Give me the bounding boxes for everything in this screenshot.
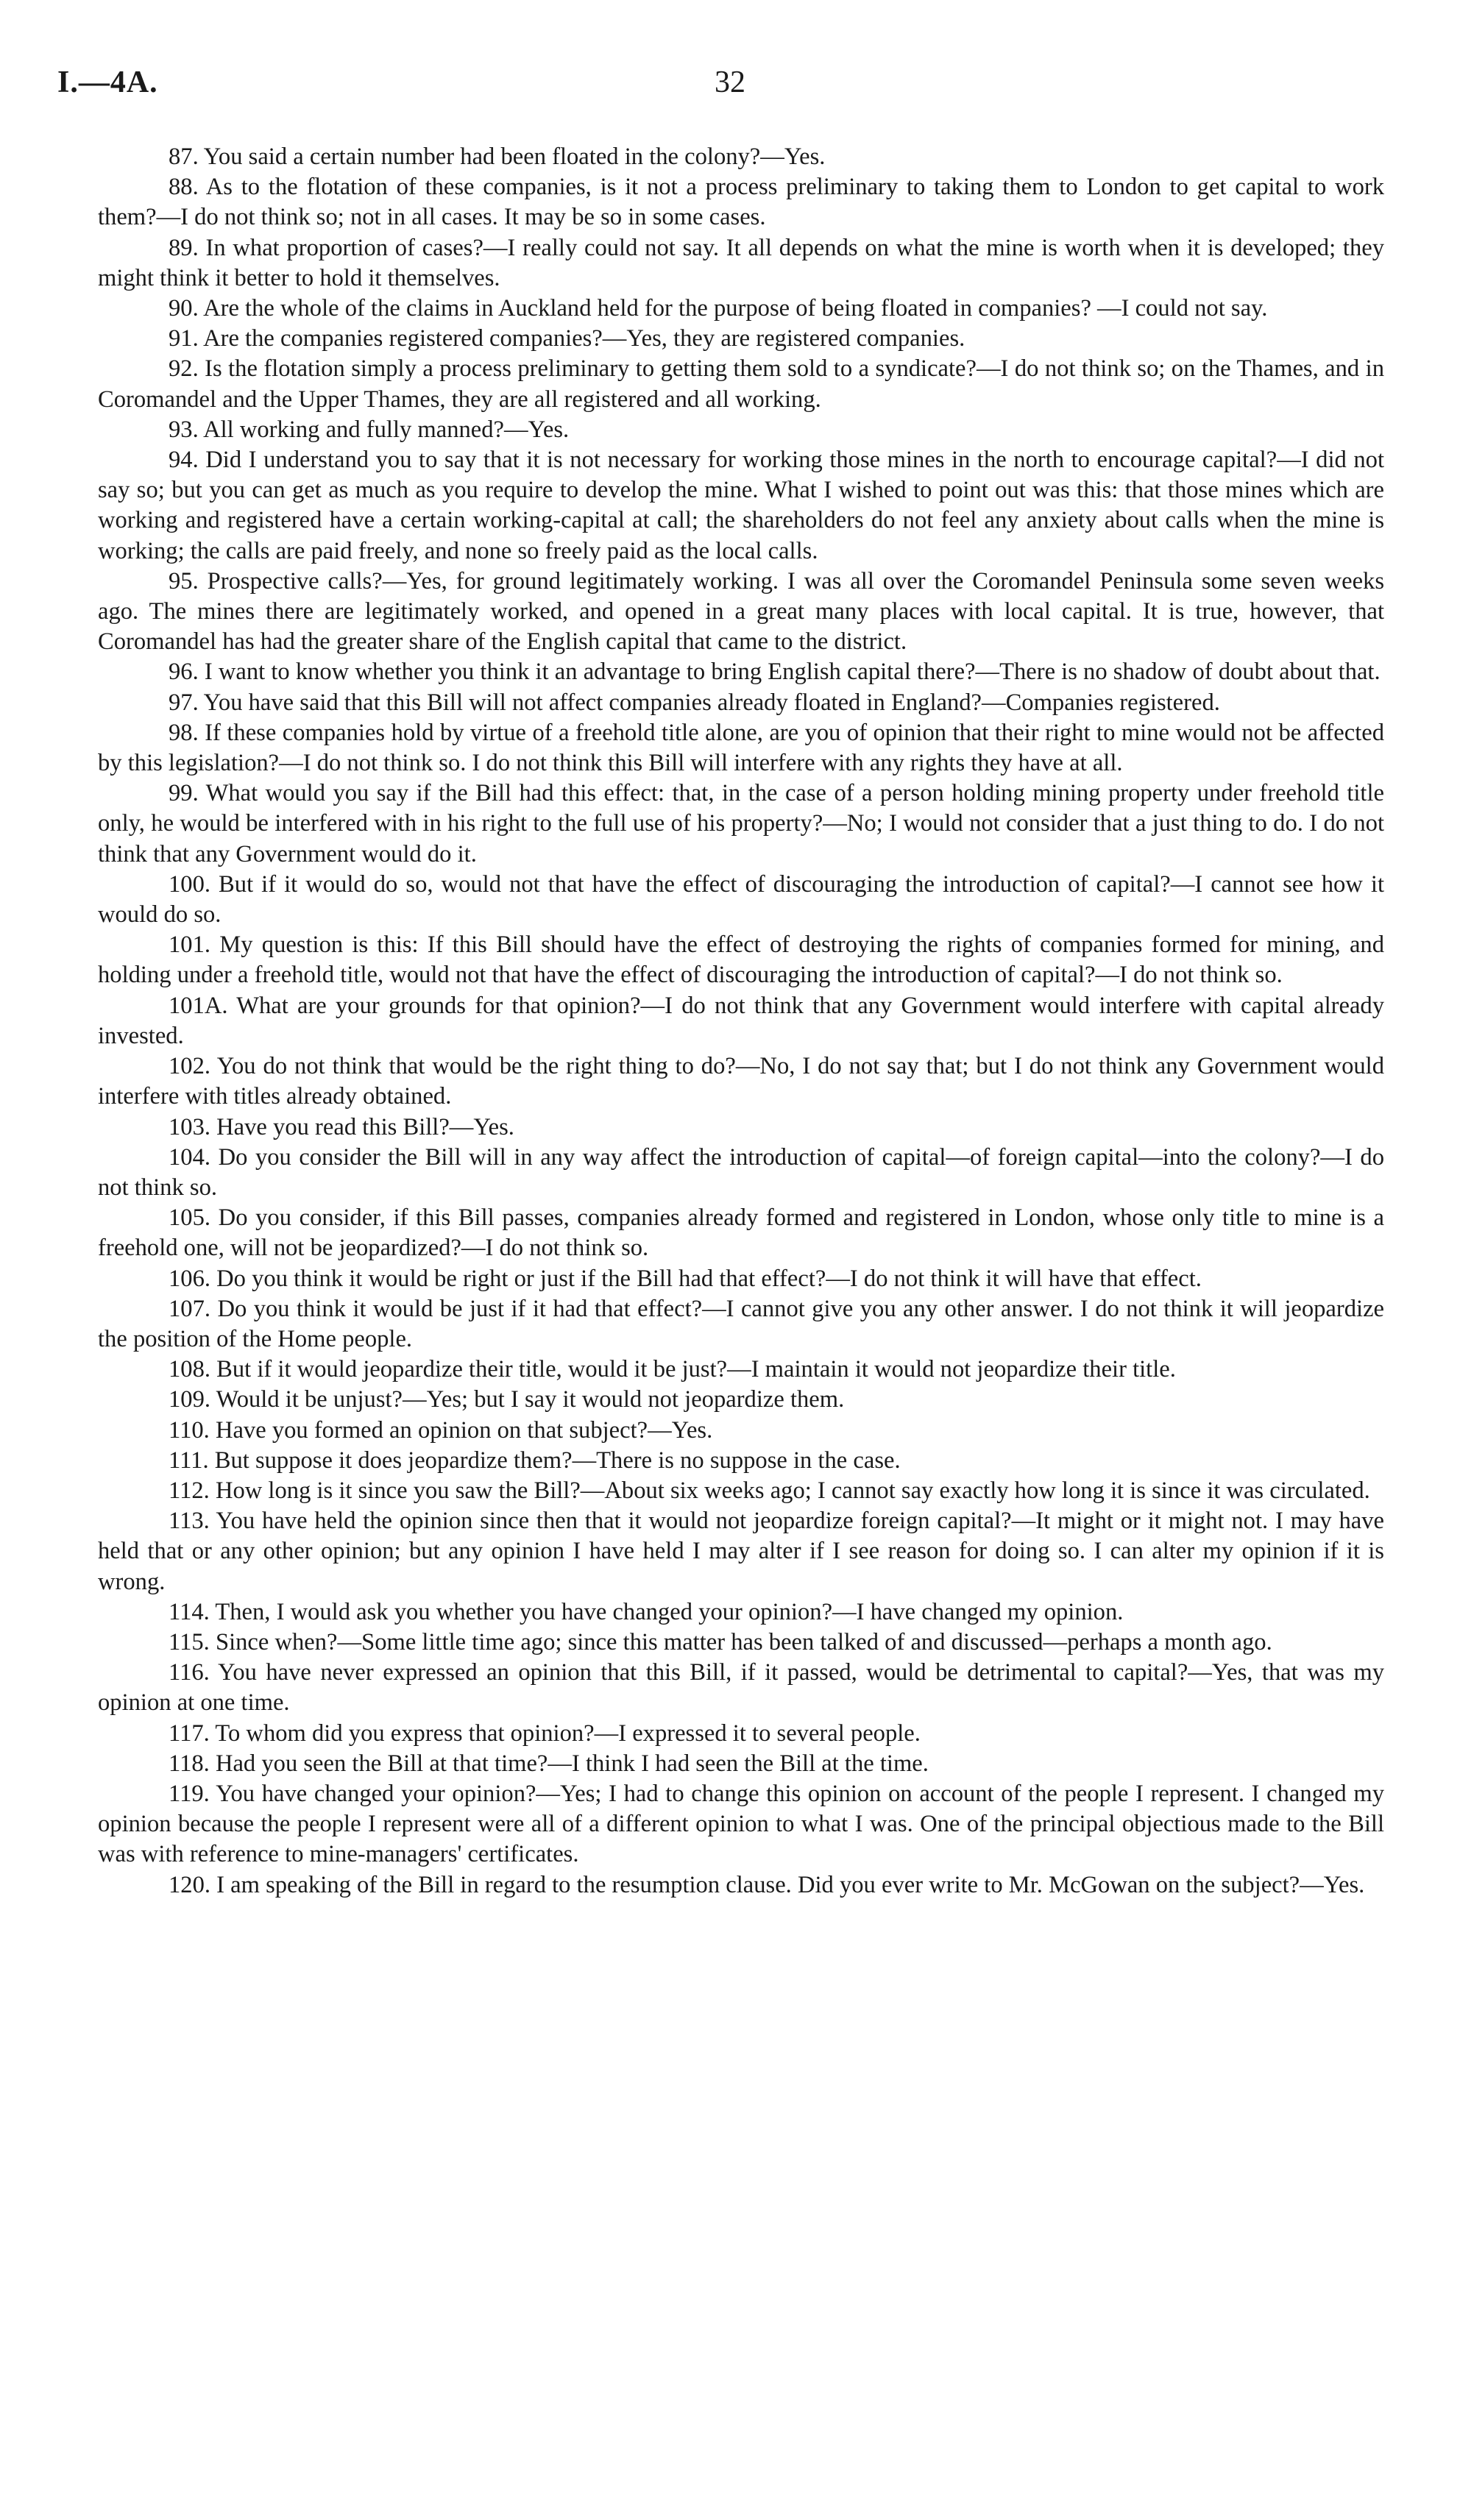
question-answer-88: 88. As to the flotation of these companies, is it not a process preliminary to taking them to London to get capital to work them?—I do not think so; not in all cases. It may be so in some cases. [98,174,1384,231]
question-answer-87: 87. You said a certain number had been floated in the colony?—Yes. [169,143,826,170]
question-answer-102: 102. You do not think that would be the right thing to do?—No, I do not say that; but I do not think any Government would interfere with titles already obtained. [98,1053,1384,1110]
question-answer-108: 108. But if it would jeopardize their title, would it be just?—I maintain it would not jeopardize their title. [169,1356,1176,1383]
question-answer-100: 100. But if it would do so, would not that have the effect of discouraging the introduction of capital?—I cannot see how it would do so. [98,870,1384,929]
question-answer-120: 120. I am speaking of the Bill in regard to the resumption clause. Did you ever write to Mr. McGowan on the subject?—Yes. [169,1871,1365,1898]
question-answer-110: 110. Have you formed an opinion on that subject?—Yes. [169,1416,713,1444]
question-answer-98: 98. If these companies hold by virtue of a freehold title alone, are you of opinion that their right to mine would not be affected by this legislation?—I do not think so. I do not think this Bill will interfere with any rights they have at all. [98,719,1384,777]
question-answer-93: 93. All working and fully manned?—Yes. [169,416,570,443]
question-answer-116: 116. You have never expressed an opinion that this Bill, if it passed, would be detrimental to capital?—Yes, that was my opinion at one time. [98,1659,1384,1717]
question-answer-101: 101. My question is this: If this Bill should have the effect of destroying the rights of companies formed for mining, and holding under a freehold title, would not that have the effect of discouraging the introduction of capital?—I do not think so. [98,931,1384,989]
question-answer-106: 106. Do you think it would be right or just if the Bill had that effect?—I do not think it will have that effect. [169,1265,1202,1292]
question-answer-104: 104. Do you consider the Bill will in any way affect the introduction of capital—of foreign capital—into the colony?—I do not think so. [98,1143,1384,1201]
question-answer-101a: 101A. What are your grounds for that opinion?—I do not think that any Government would interfere with capital already invested. [98,992,1384,1049]
question-answer-114: 114. Then, I would ask you whether you have changed your opinion?—I have changed my opinion. [169,1598,1124,1625]
question-answer-97: 97. You have said that this Bill will not affect companies already floated in England?—Companies registered. [169,689,1220,716]
question-answer-113: 113. You have held the opinion since then that it would not jeopardize foreign capital?—It might or it might not. I may have held that or any other opinion; but any opinion I have held I may alter if I see reason for doing so. I can alter my opinion if it is wrong. [98,1508,1384,1595]
question-answer-94: 94. Did I understand you to say that it is not necessary for working those mines in the north to encourage capital?—I did not say so; but you can get as much as you require to develop the mine. What I wished to point out was this: that those mines which are working and registered have a certain working-capital at call; the shareholders do not feel any anxiety about calls when the mine is working; the calls are paid freely, and none so freely paid as the local calls. [98,447,1384,564]
question-answer-105: 105. Do you consider, if this Bill passes, companies already formed and registered in London, whose only title to mine is a freehold one, will not be jeopardized?—I do not think so. [98,1204,1384,1262]
question-answer-111: 111. But suppose it does jeopardize them?—There is no suppose in the case. [169,1447,901,1474]
question-answer-117: 117. To whom did you express that opinion?—I expressed it to several people. [169,1719,921,1747]
question-answer-89: 89. In what proportion of cases?—I really could not say. It all depends on what the mine is worth when it is developed; they might think it better to hold it themselves. [98,234,1384,291]
document-reference: I.—4A. [57,65,158,99]
page-header [57,65,1403,109]
question-answer-92: 92. Is the flotation simply a process preliminary to getting them sold to a syndicate?—I do not think so; on the Thames, and in Coromandel and the Upper Thames, they are all registered and all working. [98,355,1384,413]
question-answer-90: 90. Are the whole of the claims in Auckland held for the purpose of being floated in companies? —I could not say. [169,295,1268,322]
question-answer-103: 103. Have you read this Bill?—Yes. [169,1113,514,1140]
question-answer-115: 115. Since when?—Some little time ago; since this matter has been talked of and discussed—perhaps a month ago. [169,1628,1272,1655]
question-answer-109: 109. Would it be unjust?—Yes; but I say it would not jeopardize them. [169,1386,845,1413]
question-answer-118: 118. Had you seen the Bill at that time?—I think I had seen the Bill at the time. [169,1750,929,1777]
page-number: 32 [715,65,745,99]
question-answer-91: 91. Are the companies registered companies?—Yes, they are registered companies. [169,325,965,352]
question-answer-96: 96. I want to know whether you think it an advantage to bring English capital there?—There is no shadow of doubt about that. [169,659,1381,686]
question-answer-119: 119. You have changed your opinion?—Yes; I had to change this opinion on account of the people I represent. I changed my opinion because the people I represent were all of a different opinion to what I was. One of the principal objectious made to the Bill was with reference to mine-managers' certificates. [98,1780,1384,1868]
question-answer-107: 107. Do you think it would be just if it had that effect?—I cannot give you any other answer. I do not think it will jeopardize the position of the Home people. [98,1295,1384,1352]
question-answer-112: 112. How long is it since you saw the Bill?—About six weeks ago; I cannot say exactly how long it is since it was circulated. [169,1477,1370,1504]
testimony-body [98,142,1384,1900]
question-answer-95: 95. Prospective calls?—Yes, for ground legitimately working. I was all over the Coromandel Peninsula some seven weeks ago. The mines there are legitimately worked, and opened in a great many places with local capital. It is true, however, that Coromandel has had the greater share of the English capital that came to the district. [98,567,1384,656]
question-answer-99: 99. What would you say if the Bill had this effect: that, in the case of a person holding mining property under freehold title only, he would be interfered with in his right to the full use of his property?—No; I would not consider that a just thing to do. I do not think that any Government would do it. [98,780,1384,867]
